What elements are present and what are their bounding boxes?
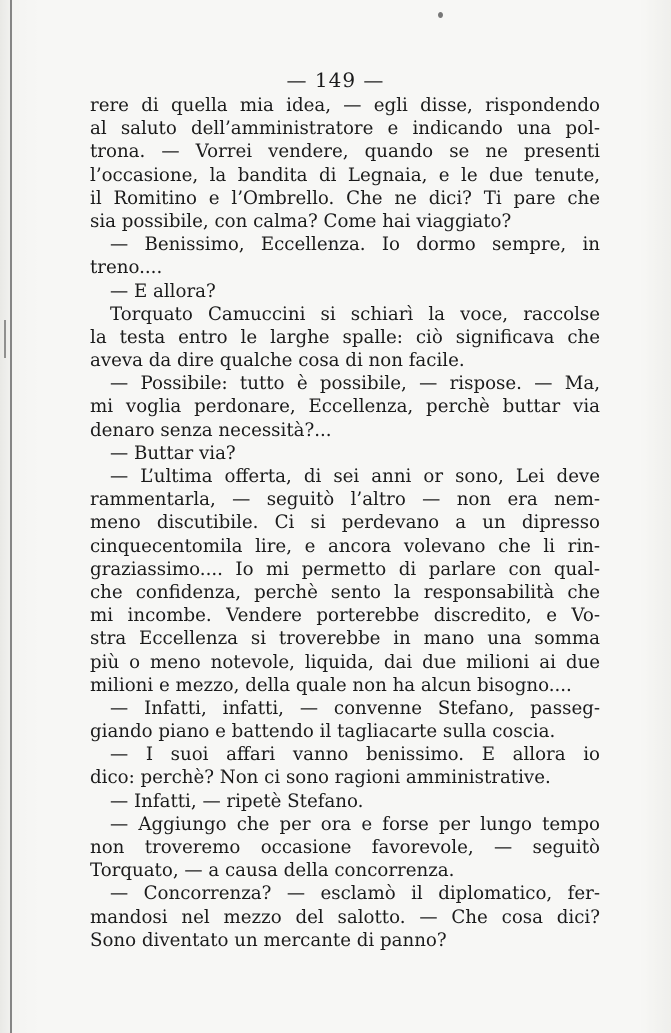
- margin-mark: [4, 320, 22, 358]
- text-line: — Infatti, — ripetè Stefano.: [110, 790, 364, 812]
- text-line: Torquato Camuccini si schiarì la voce, raccolse: [110, 303, 600, 325]
- text-line: stra Eccellenza si troverebbe in mano una somma: [90, 628, 600, 650]
- text-line: rammentarla, — seguitò l’altro — non era nem-: [90, 489, 600, 511]
- text-line: l’occasione, la bandita di Legnaia, e le due tenute,: [90, 164, 600, 186]
- text-line: dico: perchè? Non ci sono ragioni amministrative.: [90, 767, 551, 789]
- text-line: — L’ultima offerta, di sei anni or sono, Lei deve: [110, 466, 600, 487]
- text-line: non troveremo occasione favorevole, — seguitò: [90, 837, 600, 858]
- text-line: — Aggiungo che per ora e forse per lungo tempo: [110, 813, 600, 835]
- text-line: aveva da dire qualche cosa di non facile.: [90, 350, 465, 372]
- text-line: — E allora?: [110, 280, 216, 302]
- text-line: — Infatti, infatti, — convenne Stefano, passeg-: [110, 697, 600, 719]
- page-number: — 149 —: [286, 68, 385, 92]
- text-line: che confidenza, perchè sento la responsabilità che: [90, 581, 600, 603]
- text-line: — Concorrenza? — esclamò il diplomatico, fer-: [110, 883, 600, 905]
- text-line: treno....: [90, 257, 163, 279]
- text-line: denaro senza necessità?...: [90, 419, 332, 441]
- text-line: — Possibile: tutto è possibile, — rispose. — Ma,: [110, 373, 600, 395]
- text-line: mi voglia perdonare, Eccellenza, perchè buttar via: [90, 396, 600, 418]
- text-line: — Buttar via?: [110, 442, 236, 464]
- text-line: sia possibile, con calma? Come hai viaggiato?: [90, 210, 512, 232]
- text-line: cinquecentomila lire, e ancora volevano che li rin-: [90, 535, 600, 557]
- text-line: al saluto dell’amministratore e indicando una pol-: [90, 118, 600, 140]
- ink-speck: [438, 12, 443, 18]
- text-line: Sono diventato un mercante di panno?: [90, 929, 447, 951]
- text-line: giando piano e battendo il tagliacarte sulla coscia.: [90, 721, 556, 743]
- text-line: il Romitino e l’Ombrello. Che ne dici? Ti pare che: [90, 187, 600, 209]
- body-text: [90, 94, 600, 952]
- text-line: Torquato, — a causa della concorrenza.: [90, 860, 455, 882]
- text-line: milioni e mezzo, della quale non ha alcun bisogno....: [90, 674, 572, 696]
- text-line: più o meno notevole, liquida, dai due milioni ai due: [90, 651, 600, 673]
- text-line: — Benissimo, Eccellenza. Io dormo sempre, in: [110, 234, 600, 256]
- text-line: mandosi nel mezzo del salotto. — Che cosa dici?: [90, 906, 600, 928]
- text-line: mi incombe. Vendere porterebbe discredito, e Vo-: [90, 605, 600, 627]
- text-line: meno discutibile. Ci si perdevano a un dipresso: [90, 512, 600, 534]
- text-line: la testa entro le larghe spalle: ciò significava che: [90, 326, 600, 348]
- page-edge-rule: [10, 0, 12, 1033]
- text-line: rere di quella mia idea, — egli disse, rispondendo: [90, 95, 600, 116]
- text-line: graziassimo.... Io mi permetto di parlare con qual-: [90, 558, 600, 580]
- text-line: — I suoi affari vanno benissimo. E allora io: [110, 744, 600, 766]
- text-line: trona. — Vorrei vendere, quando se ne presenti: [90, 141, 600, 163]
